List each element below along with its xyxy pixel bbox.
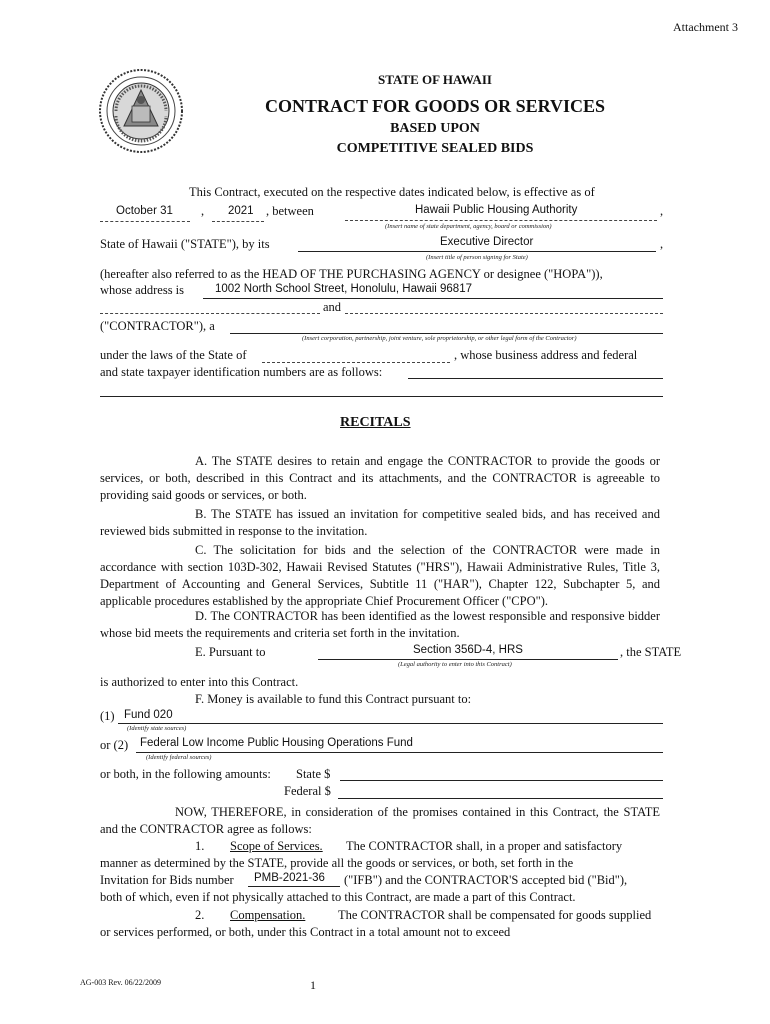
fund2-label: or (2) — [100, 738, 129, 752]
compensation-number: 2. — [195, 908, 205, 922]
scope-text5: both of which, even if not physically attached to this Contract, are made a part of this Contract. — [100, 890, 576, 904]
federal-amount-label: Federal $ — [284, 784, 331, 798]
recital-d: D. The CONTRACTOR has been identified as the lowest responsible and responsive bidder whose bid meets the requirements and criteria set forth in the invitation. — [100, 609, 660, 640]
scope-text2: manner as determined by the STATE, provide all the goods or services, or both, set forth in the — [100, 856, 574, 870]
state-heading: STATE OF HAWAII — [378, 72, 492, 87]
state-seal-icon — [98, 68, 184, 154]
fund1-hint: (Identify state sources) — [127, 725, 187, 732]
between-text: , between — [266, 204, 314, 218]
subtitle-based-upon: BASED UPON — [390, 121, 480, 136]
now-therefore: NOW, THEREFORE, in consideration of the promises contained in this Contract, the STATE and the CONTRACTOR agree as follows: — [100, 805, 660, 836]
and-text: and — [323, 300, 342, 314]
taxpayer-text: and state taxpayer identification numbers are as follows: — [100, 365, 383, 379]
fund2-value: Federal Low Income Public Housing Operations Fund — [140, 737, 413, 749]
page-number: 1 — [310, 978, 316, 992]
recital-b: B. The STATE has issued an invitation for competitive sealed bids, and has received and reviewed bids submitted in response to the invitation. — [100, 507, 660, 538]
recital-e-cont: is authorized to enter into this Contract. — [100, 675, 299, 689]
form-number: AG-003 Rev. 06/22/2009 — [80, 978, 162, 987]
date-month-day: October 31 — [116, 205, 173, 217]
contractor-hint: (Insert corporation, partnership, joint venture, sole proprietorship, or other legal form of the Contractor) — [302, 335, 577, 342]
recital-c: C. The solicitation for bids and the selection of the CONTRACTOR were made in accordance with section 103D-302, Hawaii Revised Statutes ("HRS"), Hawaii Administrative Rules, Title 3, Department of Accounting and General Services, Subtitle 11 ("HAR"), Chapter 122, Subchapter 5, and applicable procedures established by the appropriate Chief Procurement Officer ("CPO"). — [100, 543, 660, 608]
fund1-label: (1) — [100, 709, 115, 723]
address-label: whose address is — [100, 283, 185, 297]
fund1-value: Fund 020 — [124, 709, 173, 721]
scope-text1: The CONTRACTOR shall, in a proper and satisfactory — [346, 839, 623, 853]
contractor-label: ("CONTRACTOR"), a — [100, 319, 215, 333]
recital-e-label: E. Pursuant to — [195, 645, 266, 659]
scope-text4: ("IFB") and the CONTRACTOR'S accepted bid ("Bid"), — [344, 873, 628, 887]
fund2-hint: (Identify federal sources) — [146, 754, 212, 761]
recital-e-tail: , the STATE — [620, 645, 682, 659]
compensation-text2: or services performed, or both, under this Contract in a total amount not to exceed — [100, 925, 511, 939]
amounts-label: or both, in the following amounts: — [100, 767, 271, 781]
effective-text: This Contract, executed on the respective dates indicated below, is effective as of — [189, 185, 595, 199]
compensation-text1: The CONTRACTOR shall be compensated for goods supplied — [338, 908, 652, 922]
recital-a: A. The STATE desires to retain and engage the CONTRACTOR to provide the goods or services, or both, described in this Contract and its attachments, and the CONTRACTOR is agreeable to providing said goods or services, or both. — [100, 454, 660, 502]
officer-title: Executive Director — [440, 236, 534, 248]
state-amount-label: State $ — [296, 767, 331, 781]
scope-number: 1. — [195, 839, 205, 853]
scope-title: Scope of Services. — [230, 839, 323, 853]
recital-e-value: Section 356D-4, HRS — [413, 644, 523, 656]
recital-f: F. Money is available to fund this Contract pursuant to: — [195, 692, 472, 706]
state-by-its: State of Hawaii ("STATE"), by its — [100, 237, 270, 251]
agency-hint: (Insert name of state department, agency, board or commission) — [385, 223, 552, 230]
recitals-heading: RECITALS — [340, 415, 411, 430]
attachment-label: Attachment 3 — [673, 20, 738, 34]
recital-e-hint: (Legal authority to enter into this Contract) — [398, 661, 512, 668]
laws-tail: , whose business address and federal — [454, 348, 638, 362]
laws-label: under the laws of the State of — [100, 348, 247, 362]
compensation-title: Compensation. — [230, 908, 306, 922]
contract-title: CONTRACT FOR GOODS OR SERVICES — [264, 96, 606, 116]
scope-text3: Invitation for Bids number — [100, 873, 234, 887]
officer-hint: (Insert title of person signing for State) — [426, 254, 528, 261]
date-year: 2021 — [228, 205, 254, 217]
ifb-number: PMB-2021-36 — [254, 872, 325, 884]
hopa-text: (hereafter also referred to as the HEAD OF THE PURCHASING AGENCY or designee ("HOPA")), — [100, 267, 603, 281]
agency-name: Hawaii Public Housing Authority — [415, 204, 578, 216]
subtitle-competitive: COMPETITIVE SEALED BIDS — [336, 141, 534, 156]
address-value: 1002 North School Street, Honolulu, Hawaii 96817 — [215, 283, 472, 295]
